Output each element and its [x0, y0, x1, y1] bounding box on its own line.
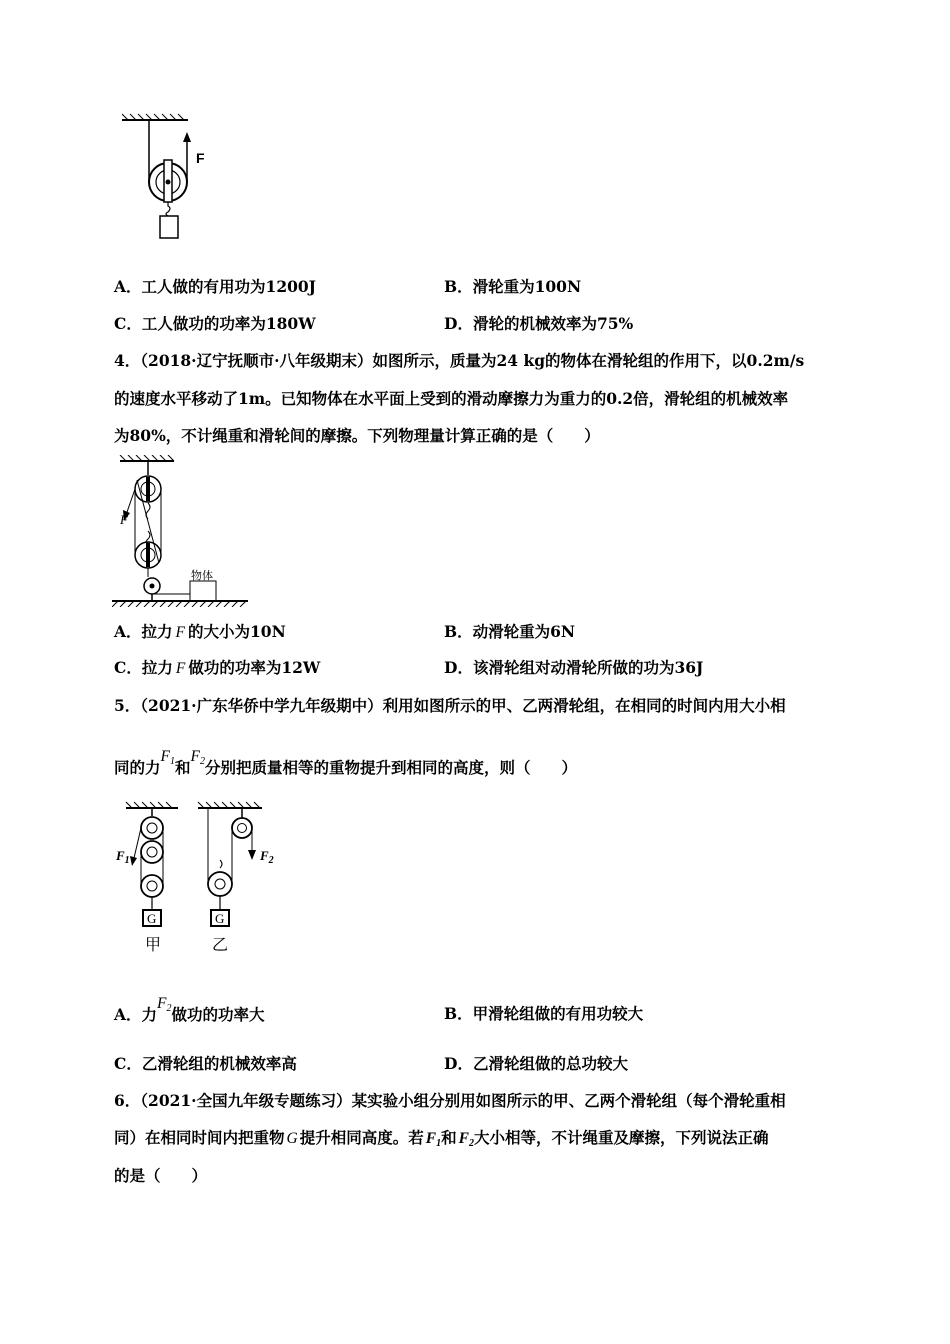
q5-option-a[interactable]: A．力$F_2$做功的功率大: [114, 995, 265, 1024]
q3-option-d[interactable]: D．滑轮的机械效率为75%: [444, 314, 634, 333]
q5-option-d[interactable]: D．乙滑轮组做的总功较大: [444, 1054, 628, 1073]
q5-figure-f1-label: $F_1$: [116, 848, 130, 866]
q6-source: （2021·全国九年级专题练习）: [140, 1091, 352, 1110]
q6-stem-line1: 6．（2021·全国九年级专题练习）某实验小组分别用如图所示的甲、乙两个滑轮组（每个滑轮重相: [114, 1091, 786, 1110]
q5-option-b[interactable]: B．甲滑轮组做的有用功较大: [444, 1004, 644, 1023]
q3-option-b[interactable]: B．滑轮重为100N: [444, 277, 582, 296]
q4-stem-line1: 4．（2018·辽宁抚顺市·八年级期末）如图所示，质量为24 kg的物体在滑轮组的作用下，以0.2m/s: [114, 351, 805, 370]
q4-force-label: F: [120, 512, 128, 527]
q4-option-b[interactable]: B．动滑轮重为6N: [444, 622, 576, 641]
q6-stem-line2: 同）在相同时间内把重物 G 提升相同高度。若 $F_1$和 $F_2$大小相等，不计绳重及摩擦，下列说法正确: [114, 1128, 769, 1149]
q3-option-c[interactable]: C．工人做功的功率为180W: [114, 314, 316, 333]
q5-number: 5．: [114, 696, 141, 715]
q4-option-a[interactable]: A．拉力 F 的大小为10N: [114, 622, 286, 641]
q4-option-c[interactable]: C．拉力 F 做功的功率为12W: [114, 658, 321, 677]
q5-figure-name-left: 甲: [145, 935, 162, 954]
q5-source: （2021·广东华侨中学九年级期中）: [140, 696, 383, 715]
q5-figure-f2-label: $F_2$: [260, 848, 274, 866]
q4-number: 4．: [114, 351, 141, 370]
q4-stem-line2: 的速度水平移动了1m。已知物体在水平面上受到的滑动摩擦力为重力的0.2倍，滑轮组的机械效率: [114, 389, 789, 408]
q6-stem-line3: 的是（ ）: [114, 1166, 208, 1185]
q5-figure-weight-left: G: [147, 911, 157, 926]
q5-stem-line1: 5．（2021·广东华侨中学九年级期中）利用如图所示的甲、乙两滑轮组，在相同的时间内用大小相: [114, 696, 786, 715]
q4-source: （2018·辽宁抚顺市·八年级期末）: [140, 351, 373, 370]
q4-option-d[interactable]: D．该滑轮组对动滑轮所做的功为36J: [444, 658, 704, 677]
q4-object-label: 物体: [191, 569, 213, 582]
q5-figure-weight-right: G: [215, 911, 225, 926]
q4-stem-line3: 为80%，不计绳重和滑轮间的摩擦。下列物理量计算正确的是（ ）: [114, 426, 600, 445]
q3-pulley-figure: [118, 112, 198, 244]
q5-pulley-figure: [112, 800, 282, 952]
q3-option-a[interactable]: A．工人做的有用功为1200J: [114, 277, 317, 296]
q5-figure-name-right: 乙: [212, 935, 229, 954]
q5-option-c[interactable]: C．乙滑轮组的机械效率高: [114, 1054, 297, 1073]
q6-number: 6．: [114, 1091, 141, 1110]
q4-pulley-figure: [112, 455, 252, 607]
q3-force-label: F: [196, 150, 205, 166]
q5-stem-line2: 同的力$F_1$和$F_2$分别把质量相等的重物提升到相同的高度，则（ ）: [114, 748, 577, 777]
